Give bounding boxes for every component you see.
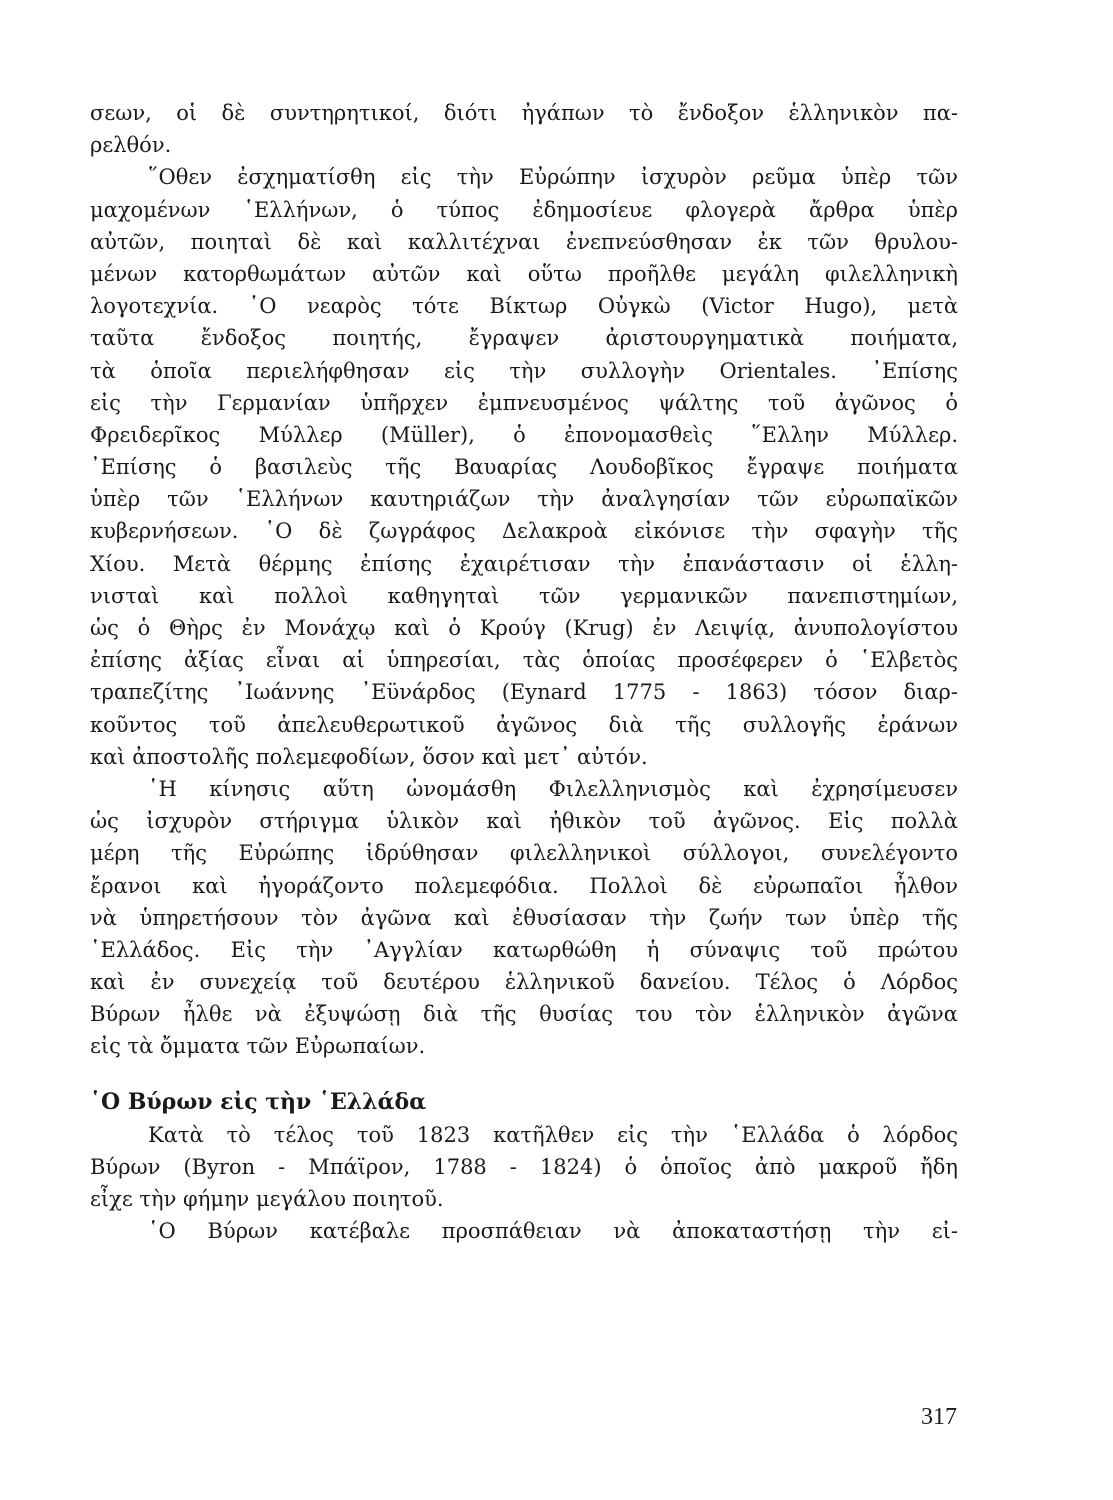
text-line: κοῦντος τοῦ ἀπελευθερωτικοῦ ἀγῶνος διὰ τῆς συλλογῆς ἐράνων	[90, 712, 958, 737]
text-line: καὶ ἀποστολῆς πολεμεφοδίων, ὅσον καὶ μετ᾿ αὐτόν.	[90, 744, 648, 769]
text-line: εἶχε τὴν φήμην μεγάλου ποιητοῦ.	[90, 1187, 444, 1211]
text-line: σεων, οἱ δὲ συντηρητικοί, διότι ἠγάπων τὸ ἔνδοξον ἑλληνικὸν πα-	[90, 101, 958, 125]
text-line: νισταὶ καὶ πολλοὶ καθηγηταὶ τῶν γερμανικῶν πανεπιστημίων,	[90, 583, 958, 608]
page-number: 317	[921, 1404, 957, 1430]
text-line: εἰς τὴν Γερμανίαν ὑπῆρχεν ἐμπνευσμένος ψάλτης τοῦ ἀγῶνος ὁ	[90, 390, 958, 415]
text-line: ῾Ελλάδος. Εἰς τὴν ᾿Αγγλίαν κατωρθώθη ἡ σύναψις τοῦ πρώτου	[90, 937, 958, 962]
text-line: ὑπὲρ τῶν ῾Ελλήνων καυτηριάζων τὴν ἀναλγησίαν τῶν εὐρωπαϊκῶν	[90, 487, 958, 512]
text-line: μένων κατορθωμάτων αὐτῶν καὶ οὕτω προῆλθε μεγάλη φιλελληνικὴ	[90, 261, 958, 286]
text-line: ῞Οθεν ἐσχηματίσθη εἰς τὴν Εὐρώπην ἰσχυρὸν ρεῦμα ὑπὲρ τῶν	[148, 165, 958, 190]
text-line: καὶ ἐν συνεχείᾳ τοῦ δευτέρου ἑλληνικοῦ δανείου. Τέλος ὁ Λόρδος	[90, 970, 958, 995]
text-line: ἐπίσης ἀξίας εἶναι αἱ ὑπηρεσίαι, τὰς ὁποίας προσέφερεν ὁ ῾Ελβετὸς	[90, 648, 958, 673]
text-line: ταῦτα ἔνδοξος ποιητής, ἔγραψεν ἀριστουργηματικὰ ποιήματα,	[90, 326, 958, 351]
text-line: Βύρων ἦλθε νὰ ἐξυψώσῃ διὰ τῆς θυσίας του τὸν ἑλληνικὸν ἀγῶνα	[90, 1002, 958, 1027]
text-line: τραπεζίτης ᾿Ιωάννης ᾿Εϋνάρδος (Eynard 1775 - 1863) τόσον διαρ-	[90, 680, 958, 705]
text-line: ῾Η κίνησις αὕτη ὠνομάσθη Φιλελληνισμὸς καὶ ἐχρησίμευσεν	[148, 776, 958, 801]
text-line: ὡς ὁ Θὴρς ἐν Μονάχῳ καὶ ὁ Κρούγ (Krug) ἐν Λειψίᾳ, ἀνυπολογίστου	[90, 616, 958, 640]
text-line: μέρη τῆς Εὐρώπης ἱδρύθησαν φιλελληνικοὶ σύλλογοι, συνελέγοντο	[90, 841, 958, 866]
text-line: εἰς τὰ ὄμματα τῶν Εὐρωπαίων.	[90, 1034, 426, 1059]
text-line: κυβερνήσεων. ῾Ο δὲ ζωγράφος Δελακροὰ εἰκόνισε τὴν σφαγὴν τῆς	[90, 519, 958, 544]
text-line: νὰ ὑπηρετήσουν τὸν ἀγῶνα καὶ ἐθυσίασαν τὴν ζωήν των ὑπὲρ τῆς	[90, 905, 958, 930]
text-line: ρελθόν.	[90, 133, 172, 158]
section-heading: ῾Ο Βύρων εἰς τὴν ῾Ελλάδα	[90, 1088, 427, 1115]
text-line: ᾿Επίσης ὁ βασιλεὺς τῆς Βαυαρίας Λουδοβῖκος ἔγραψε ποιήματα	[90, 455, 958, 480]
text-line: ὡς ἰσχυρὸν στήριγμα ὑλικὸν καὶ ἠθικὸν τοῦ ἀγῶνος. Εἰς πολλὰ	[90, 809, 958, 834]
page-body	[90, 97, 958, 1247]
text-line: Βύρων (Byron - Μπάϊρον, 1788 - 1824) ὁ ὁποῖος ἀπὸ μακροῦ ἤδη	[90, 1154, 958, 1179]
text-line: Κατὰ τὸ τέλος τοῦ 1823 κατῆλθεν εἰς τὴν ῾Ελλάδα ὁ λόρδος	[148, 1122, 958, 1147]
text-line: ῾Ο Βύρων κατέβαλε προσπάθειαν νὰ ἀποκαταστήσῃ τὴν εἰ-	[148, 1219, 958, 1244]
text-line: ἔρανοι καὶ ἠγοράζοντο πολεμεφόδια. Πολλοὶ δὲ εὐρωπαῖοι ἦλθον	[90, 873, 958, 898]
text-line: μαχομένων ῾Ελλήνων, ὁ τύπος ἐδημοσίευε φλογερὰ ἄρθρα ὑπὲρ	[90, 197, 958, 222]
text-line: αὐτῶν, ποιηταὶ δὲ καὶ καλλιτέχναι ἐνεπνεύσθησαν ἐκ τῶν θρυλου-	[90, 229, 958, 254]
text-line: λογοτεχνία. ῾Ο νεαρὸς τότε Βίκτωρ Οὐγκὼ (Victor Hugo), μετὰ	[90, 294, 958, 319]
text-line: Φρειδερῖκος Μύλλερ (Müller), ὁ ἐπονομασθεὶς ῞Ελλην Μύλλερ.	[90, 422, 958, 447]
text-line: τὰ ὁποῖα περιελήφθησαν εἰς τὴν συλλογὴν Orientales. ᾿Επίσης	[90, 358, 958, 383]
text-line: Χίου. Μετὰ θέρμης ἐπίσης ἐχαιρέτισαν τὴν ἐπανάστασιν οἱ ἑλλη-	[90, 551, 958, 576]
